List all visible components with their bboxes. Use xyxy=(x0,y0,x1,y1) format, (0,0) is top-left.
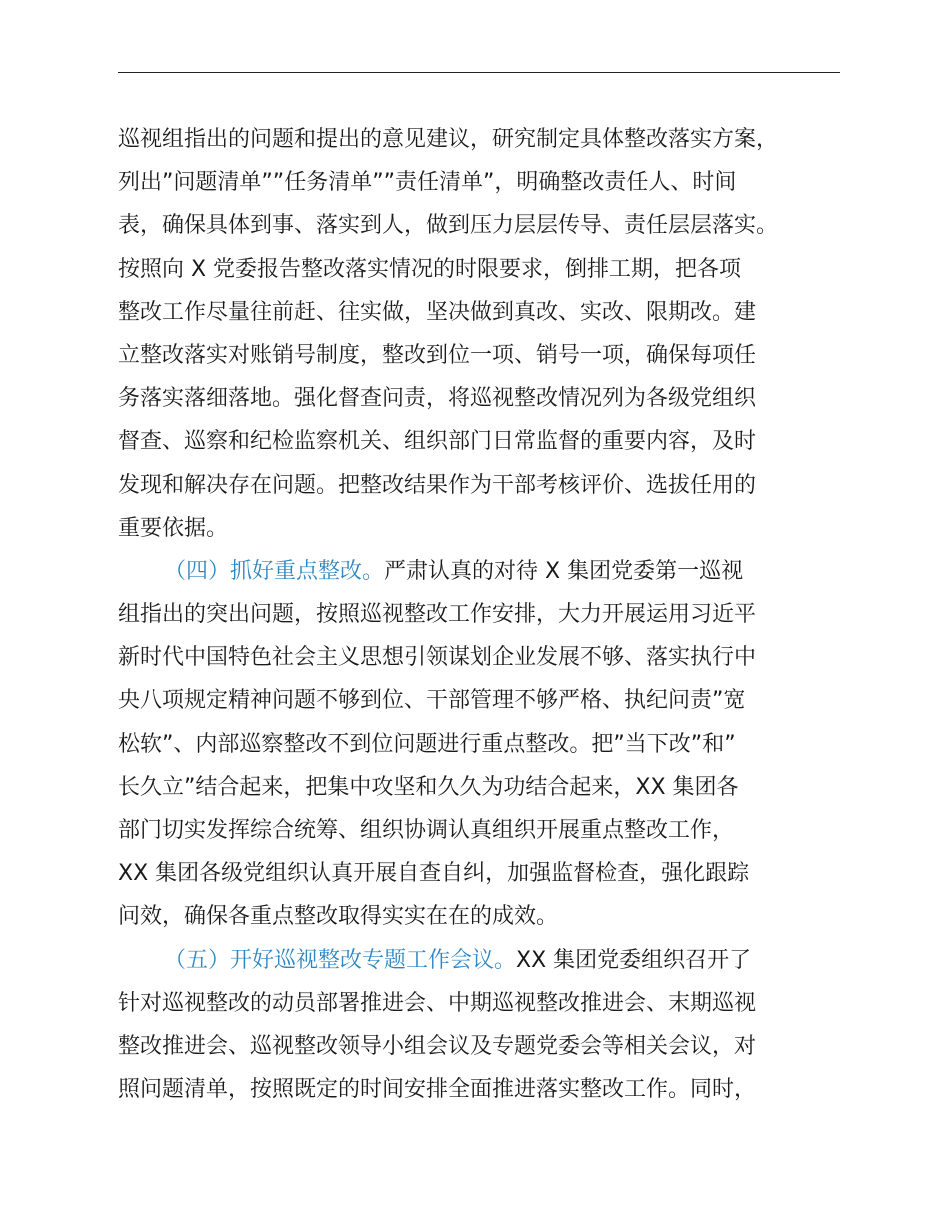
section-4-first-line xyxy=(118,550,842,593)
text-line: 新时代中国特色社会主义思想引领谋划企业发展不够、落实执行中 xyxy=(118,645,757,671)
text-line: 重要依据。 xyxy=(118,515,229,541)
text-line: 表，确保具体到事、落实到人，做到压力层层传导、责任层层落实。 xyxy=(118,213,779,239)
text-line: 按照向 X 党委报告整改落实情况的时限要求，倒排工期，把各项 xyxy=(118,256,742,282)
section-5-first-line xyxy=(118,939,842,982)
section-heading-4: （四）抓好重点整改。 xyxy=(164,558,385,584)
section-heading-5: （五）开好巡视整改专题工作会议。 xyxy=(164,947,517,973)
text-line: 松软”、内部巡察整改不到位问题进行重点整改。把”当下改”和” xyxy=(118,731,736,757)
text-line: 央八项规定精神问题不够到位、干部管理不够严格、执纪问责”宽 xyxy=(118,688,746,714)
section-4-lead-text: 严肃认真的对待 X 集团党委第一巡视 xyxy=(384,558,744,584)
text-line: 督查、巡察和纪检监察机关、组织部门日常监督的重要内容，及时 xyxy=(118,429,757,455)
text-line: 组指出的突出问题，按照巡视整改工作安排，大力开展运用习近平 xyxy=(118,602,757,628)
text-line: 问效，确保各重点整改取得实实在在的成效。 xyxy=(118,904,559,930)
text-line: 立整改落实对账销号制度，整改到位一项、销号一项，确保每项任 xyxy=(118,342,757,368)
text-line: 巡视组指出的问题和提出的意见建议，研究制定具体整改落实方案， xyxy=(118,127,779,152)
text-line: XX 集团各级党组织认真开展自查自纠，加强监督检查，强化跟踪 xyxy=(118,861,750,887)
document-body xyxy=(118,118,842,1111)
text-line: 发现和解决存在问题。把整改结果作为干部考核评价、选拔任用的 xyxy=(118,472,757,498)
text-line: 长久立”结合起来，把集中攻坚和久久为功结合起来，XX 集团各 xyxy=(118,774,739,800)
header-rule xyxy=(118,72,840,73)
text-line: 务落实落细落地。强化督查问责，将巡视整改情况列为各级党组织 xyxy=(118,386,757,412)
section-5-lead-text: XX 集团党委组织召开了 xyxy=(516,947,752,973)
text-line: 部门切实发挥综合统筹、组织协调认真组织开展重点整改工作， xyxy=(118,818,735,843)
text-line: 整改工作尽量往前赶、往实做，坚决做到真改、实改、限期改。建 xyxy=(118,299,757,325)
text-line: 照问题清单，按照既定的时间安排全面推进落实整改工作。同时， xyxy=(118,1077,757,1103)
text-line: 列出”问题清单””任务清单””责任清单”，明确整改责任人、时间 xyxy=(118,170,737,196)
text-line: 针对巡视整改的动员部署推进会、中期巡视整改推进会、末期巡视 xyxy=(118,990,757,1016)
text-line: 整改推进会、巡视整改领导小组会议及专题党委会等相关会议，对 xyxy=(118,1033,757,1059)
